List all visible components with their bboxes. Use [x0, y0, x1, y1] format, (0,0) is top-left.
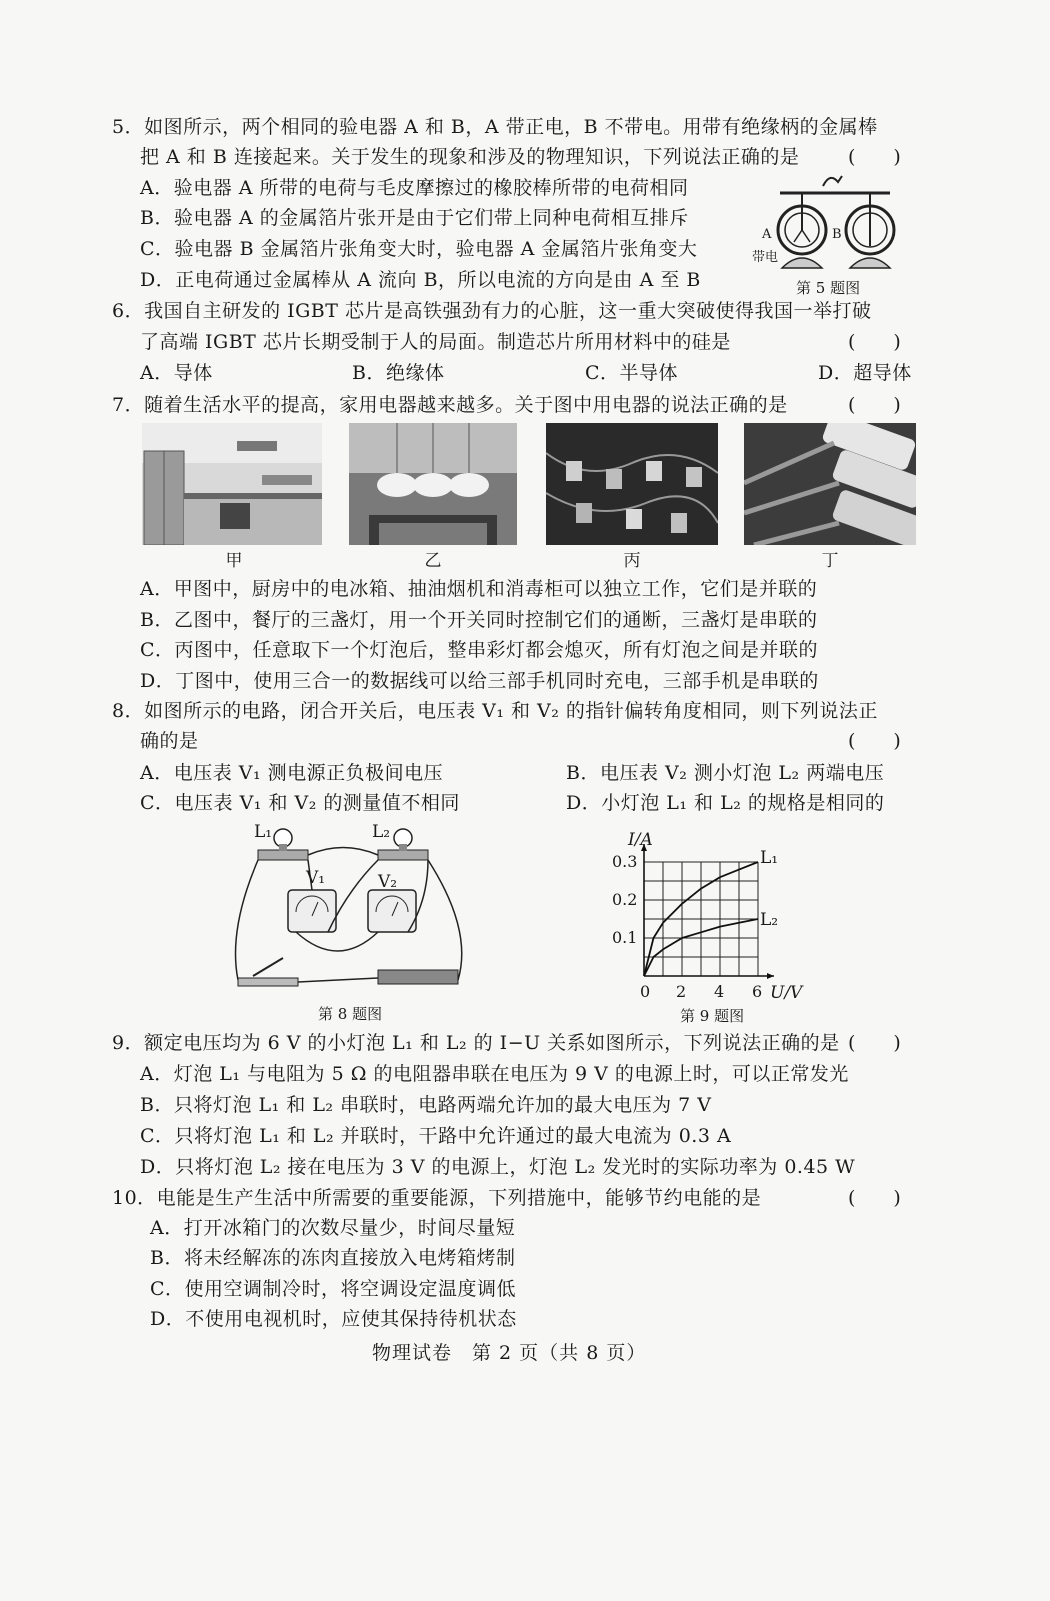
q5-label-charged: 带电 — [752, 250, 779, 265]
q7-photo-kitchen — [142, 423, 322, 545]
chart-x-axis-label: U/V — [770, 983, 803, 1003]
q5-option-c: C．验电器 B 金属箔片张角变大时，验电器 A 金属箔片张角变大 — [140, 238, 698, 260]
q6-option-c: C．半导体 — [585, 362, 679, 384]
q8-option-c: C．电压表 V₁ 和 V₂ 的测量值不相同 — [140, 792, 460, 814]
q7-photo-dining-lamps — [349, 423, 517, 545]
q8-circuit-figure — [228, 820, 476, 1000]
q5-stem-line2: 把 A 和 B 连接起来。关于发生的现象和涉及的物理知识，下列说法正确的是 — [140, 146, 800, 168]
q9-option-c: C．只将灯泡 L₁ 和 L₂ 并联时，干路中允许通过的最大电流为 0.3 A — [140, 1125, 732, 1147]
q7-option-d: D．丁图中，使用三合一的数据线可以给三部手机同时充电，三部手机是串联的 — [140, 670, 819, 692]
q8-answer-paren: ( ) — [848, 730, 901, 752]
q8-label-l2: L₂ — [372, 822, 391, 842]
q5-option-a: A．验电器 A 所带的电荷与毛皮摩擦过的橡胶棒所带的电荷相同 — [140, 177, 689, 199]
q8-stem-line1: 8．如图所示的电路，闭合开关后，电压表 V₁ 和 V₂ 的指针偏转角度相同，则下列说法正 — [112, 700, 878, 722]
x-axis-arrow — [767, 973, 774, 979]
q8-label-v2: V₂ — [378, 872, 398, 892]
q7-stem: 7．随着生活水平的提高，家用电器越来越多。关于图中用电器的说法正确的是 — [112, 394, 788, 416]
q7-option-c: C．丙图中，任意取下一个灯泡后，整串彩灯都会熄灭，所有灯泡之间是并联的 — [140, 639, 819, 661]
chart-series-label-l2: L₂ — [760, 910, 779, 930]
q8-label-l1: L₁ — [254, 822, 273, 842]
q5-stem-line1: 5．如图所示，两个相同的验电器 A 和 B，A 带正电，B 不带电。用带有绝缘柄的金属棒 — [112, 116, 878, 138]
q6-stem-line1: 6．我国自主研发的 IGBT 芯片是高铁强劲有力的心脏，这一重大突破使得我国一举打破 — [112, 300, 872, 322]
q8-figure-caption: 第 8 题图 — [318, 1005, 383, 1023]
q8-stem-line2: 确的是 — [140, 730, 199, 752]
q5-option-b: B．验电器 A 的金属箔片张开是由于它们带上同种电荷相互排斥 — [140, 207, 689, 229]
chart-grid — [644, 862, 758, 976]
q7-option-a: A．甲图中，厨房中的电冰箱、抽油烟机和消毒柜可以独立工作，它们是并联的 — [140, 578, 818, 600]
q5-figure-caption: 第 5 题图 — [796, 279, 861, 297]
chart-y-tick-0.2: 0.2 — [612, 890, 638, 909]
q7-label-yi: 乙 — [424, 551, 442, 571]
q6-option-b: B．绝缘体 — [352, 362, 445, 384]
q7-label-bing: 丙 — [623, 551, 641, 571]
q10-option-b: B．将未经解冻的冻肉直接放入电烤箱烤制 — [150, 1247, 516, 1269]
page-footer: 物理试卷 第 2 页（共 8 页） — [372, 1342, 647, 1364]
chart-x-tick-0: 0 — [640, 982, 651, 1001]
q10-answer-paren: ( ) — [848, 1187, 901, 1209]
chart-y-tick-0.3: 0.3 — [612, 852, 638, 871]
q6-stem-line2: 了高端 IGBT 芯片长期受制于人的局面。制造芯片所用材料中的硅是 — [140, 331, 731, 353]
q9-option-d: D．只将灯泡 L₂ 接在电压为 3 V 的电源上，灯泡 L₂ 发光时的实际功率为 0.45 W — [140, 1156, 856, 1178]
q9-figure-caption: 第 9 题图 — [680, 1007, 745, 1025]
chart-x-tick-4: 4 — [714, 982, 725, 1001]
q6-option-a: A．导体 — [140, 362, 213, 384]
q8-option-b: B．电压表 V₂ 测小灯泡 L₂ 两端电压 — [566, 762, 885, 784]
chart-y-axis-label: I/A — [628, 830, 653, 850]
q7-label-ding: 丁 — [821, 551, 839, 571]
q6-option-d: D．超导体 — [818, 362, 912, 384]
q6-answer-paren: ( ) — [848, 331, 901, 353]
chart-y-tick-0.1: 0.1 — [612, 928, 638, 947]
chart-series-label-l1: L₁ — [760, 848, 779, 868]
q8-option-d: D．小灯泡 L₁ 和 L₂ 的规格是相同的 — [566, 792, 885, 814]
q7-photo-phones-charging — [744, 423, 916, 545]
q7-label-jia: 甲 — [225, 551, 243, 571]
q8-option-a: A．电压表 V₁ 测电源正负极间电压 — [140, 762, 444, 784]
q10-option-a: A．打开冰箱门的次数尽量少，时间尽量短 — [150, 1217, 516, 1239]
q9-option-b: B．只将灯泡 L₁ 和 L₂ 串联时，电路两端允许加的最大电压为 7 V — [140, 1094, 712, 1116]
q5-label-b: B — [832, 227, 842, 242]
q10-option-c: C．使用空调制冷时，将空调设定温度调低 — [150, 1278, 517, 1300]
q10-option-d: D．不使用电视机时，应使其保持待机状态 — [150, 1308, 517, 1330]
chart-x-tick-6: 6 — [752, 982, 763, 1001]
q5-option-d: D．正电荷通过金属棒从 A 流向 B，所以电流的方向是由 A 至 B — [140, 269, 701, 291]
q5-answer-paren: ( ) — [848, 146, 901, 168]
q9-stem: 9．额定电压均为 6 V 的小灯泡 L₁ 和 L₂ 的 I−U 关系如图所示，下列说法正确的是 — [112, 1032, 840, 1054]
q9-option-a: A．灯泡 L₁ 与电阻为 5 Ω 的电阻器串联在电压为 9 V 的电源上时，可以正常发光 — [140, 1063, 849, 1085]
q9-answer-paren: ( ) — [848, 1032, 901, 1054]
q5-label-a: A — [762, 227, 772, 242]
chart-x-tick-2: 2 — [676, 982, 687, 1001]
q10-stem: 10．电能是生产生活中所需要的重要能源，下列措施中，能够节约电能的是 — [112, 1187, 762, 1209]
q7-answer-paren: ( ) — [848, 394, 901, 416]
q7-photo-string-lights — [546, 423, 718, 545]
q7-option-b: B．乙图中，餐厅的三盏灯，用一个开关同时控制它们的通断，三盏灯是串联的 — [140, 609, 818, 631]
q8-label-v1: V₁ — [306, 868, 326, 888]
